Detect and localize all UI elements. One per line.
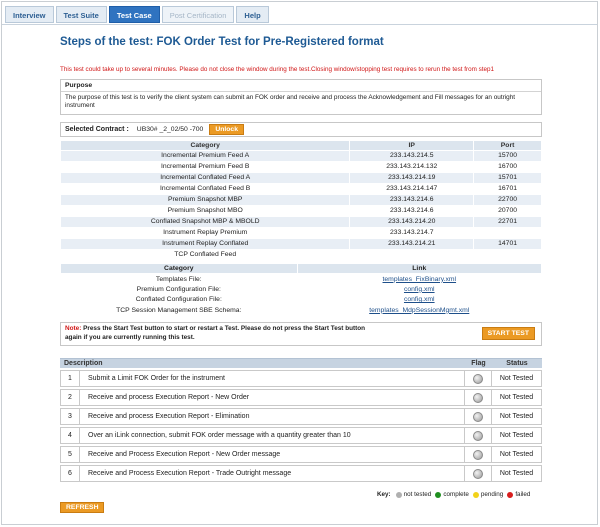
feed-ip: 233.143.214.6 <box>350 206 474 217</box>
table-row <box>61 274 542 285</box>
premium-config-link[interactable]: config.xml <box>403 285 435 293</box>
status-flag-icon <box>473 469 483 479</box>
table-row <box>60 465 542 482</box>
step-number: 3 <box>60 408 80 425</box>
step-status: Not Tested <box>492 389 542 406</box>
feed-port: 15701 <box>474 173 542 184</box>
table-row <box>61 217 542 228</box>
config-links-table <box>60 263 542 316</box>
status-flag-icon <box>473 412 483 422</box>
tab-help[interactable]: Help <box>236 6 268 23</box>
feed-category: TCP Conflated Feed <box>61 250 350 261</box>
links-header-link: Link <box>297 264 541 274</box>
feed-port: 16701 <box>474 184 542 195</box>
tab-post-certification: Post Certification <box>162 6 235 23</box>
purpose-text: The purpose of this test is to verify the client system can submit an FOK order and receive and process the Acknowledgement and Fill messages for an outright instrument <box>65 94 516 110</box>
steps-table <box>60 356 542 484</box>
tab-test-case[interactable]: Test Case <box>109 6 160 23</box>
feed-category: Premium Snapshot MBO <box>61 206 350 217</box>
contract-value: UB30# _2_02/50 -700 <box>136 126 204 133</box>
contract-label: Selected Contract : <box>65 126 129 133</box>
link-category: TCP Session Management SBE Schema: <box>116 306 242 314</box>
feed-category: Incremental Conflated Feed B <box>61 184 350 195</box>
key-item-label: complete <box>443 491 469 498</box>
step-status: Not Tested <box>492 446 542 463</box>
feed-ip: 233.143.214.19 <box>350 173 474 184</box>
status-flag-icon <box>473 450 483 460</box>
purpose-heading: Purpose <box>61 80 541 92</box>
feed-ip: 233.143.214.147 <box>350 184 474 195</box>
table-row <box>60 370 542 387</box>
unlock-button[interactable]: Unlock <box>209 124 244 135</box>
key-item-label: failed <box>515 491 531 498</box>
step-description: Receive and Process Execution Report - New Order message <box>80 446 465 463</box>
feed-port: 14701 <box>474 239 542 250</box>
feed-port <box>474 250 542 261</box>
feeds-header-port: Port <box>474 141 542 151</box>
feed-category: Incremental Conflated Feed A <box>61 173 350 184</box>
step-description: Receive and process Execution Report - New Order <box>80 389 465 406</box>
step-number: 1 <box>60 370 80 387</box>
note-line-1: Press the Start Test button to start or restart a Test. Please do not press the Start Test button <box>83 325 366 332</box>
table-row <box>61 228 542 239</box>
step-description: Receive and process Execution Report - Elimination <box>80 408 465 425</box>
feed-category: Premium Snapshot MBP <box>61 195 350 206</box>
refresh-button[interactable]: REFRESH <box>60 502 104 513</box>
feed-port: 22700 <box>474 195 542 206</box>
failed-dot-icon <box>507 492 513 498</box>
table-row <box>60 389 542 406</box>
key-label: Key: <box>377 491 391 498</box>
table-row <box>61 284 542 295</box>
table-row <box>61 305 542 316</box>
step-number: 2 <box>60 389 80 406</box>
app-frame <box>1 1 598 525</box>
tab-test-suite[interactable]: Test Suite <box>56 6 107 23</box>
table-row <box>60 446 542 463</box>
step-description: Over an iLink connection, submit FOK order message with a quantity greater than 10 <box>80 427 465 444</box>
table-row <box>61 195 542 206</box>
link-category: Conflated Configuration File: <box>135 296 222 304</box>
note-label: Note: <box>65 325 82 332</box>
warning-message: This test could take up to several minutes. Please do not close the window during the test.Closing window/stopping test requires to rerun the test from step1 <box>60 66 495 73</box>
step-description: Receive and Process Execution Report - Trade Outright message <box>80 465 465 482</box>
status-key <box>377 491 534 498</box>
feeds-table <box>60 140 542 261</box>
table-row <box>61 162 542 173</box>
table-row <box>61 295 542 306</box>
feed-ip: 233.143.214.132 <box>350 162 474 173</box>
feeds-header-category: Category <box>61 141 350 151</box>
status-flag-icon <box>473 431 483 441</box>
status-flag-icon <box>473 374 483 384</box>
page-title: Steps of the test: FOK Order Test for Pre-Registered format <box>60 36 384 48</box>
step-status: Not Tested <box>492 465 542 482</box>
table-row <box>61 250 542 261</box>
feed-ip <box>350 250 474 261</box>
feed-ip: 233.143.214.20 <box>350 217 474 228</box>
feed-ip: 233.143.214.5 <box>350 151 474 162</box>
feed-category: Instrument Replay Premium <box>61 228 350 239</box>
sbe-schema-link[interactable]: templates_MdpSessionMgmt.xml <box>369 306 470 314</box>
table-row <box>61 173 542 184</box>
feed-ip: 233.143.214.7 <box>350 228 474 239</box>
table-row <box>60 408 542 425</box>
top-nav <box>5 6 271 24</box>
key-item-label: not tested <box>403 491 432 498</box>
status-flag-icon <box>473 393 483 403</box>
feed-category: Incremental Premium Feed B <box>61 162 350 173</box>
step-number: 5 <box>60 446 80 463</box>
note-line-2: again if you are currently running this test. <box>65 333 195 341</box>
feed-port: 22701 <box>474 217 542 228</box>
templates-file-link[interactable]: templates_FixBinary.xml <box>382 275 457 283</box>
table-row <box>61 184 542 195</box>
step-description: Submit a Limit FOK Order for the instrument <box>80 370 465 387</box>
feed-category: Instrument Replay Conflated <box>61 239 350 250</box>
purpose-box <box>60 79 542 115</box>
table-row <box>60 427 542 444</box>
feed-port: 16700 <box>474 162 542 173</box>
conflated-config-link[interactable]: config.xml <box>403 296 435 304</box>
step-status: Not Tested <box>492 370 542 387</box>
feed-ip: 233.143.214.6 <box>350 195 474 206</box>
tab-interview[interactable]: Interview <box>5 6 54 23</box>
selected-contract-bar <box>60 122 542 137</box>
step-number: 4 <box>60 427 80 444</box>
feed-category: Incremental Premium Feed A <box>61 151 350 162</box>
step-number: 6 <box>60 465 80 482</box>
feed-port: 20700 <box>474 206 542 217</box>
not-tested-dot-icon <box>396 492 402 498</box>
steps-header-status: Status <box>492 358 542 368</box>
step-status: Not Tested <box>492 408 542 425</box>
feed-ip: 233.143.214.21 <box>350 239 474 250</box>
feed-category: Conflated Snapshot MBP & MBOLD <box>61 217 350 228</box>
nav-divider <box>2 24 597 25</box>
key-item-label: pending <box>480 491 504 498</box>
step-status: Not Tested <box>492 427 542 444</box>
table-row <box>61 206 542 217</box>
start-test-button[interactable]: START TEST <box>482 327 535 340</box>
note-box <box>60 322 542 346</box>
link-category: Templates File: <box>155 275 202 283</box>
complete-dot-icon <box>435 492 441 498</box>
table-row <box>61 151 542 162</box>
steps-header-description: Description <box>60 358 465 368</box>
links-header-category: Category <box>61 264 298 274</box>
steps-header-flag: Flag <box>465 358 492 368</box>
feed-port <box>474 228 542 239</box>
table-row <box>61 239 542 250</box>
pending-dot-icon <box>473 492 479 498</box>
feeds-header-ip: IP <box>350 141 474 151</box>
feed-port: 15700 <box>474 151 542 162</box>
link-category: Premium Configuration File: <box>136 285 221 293</box>
